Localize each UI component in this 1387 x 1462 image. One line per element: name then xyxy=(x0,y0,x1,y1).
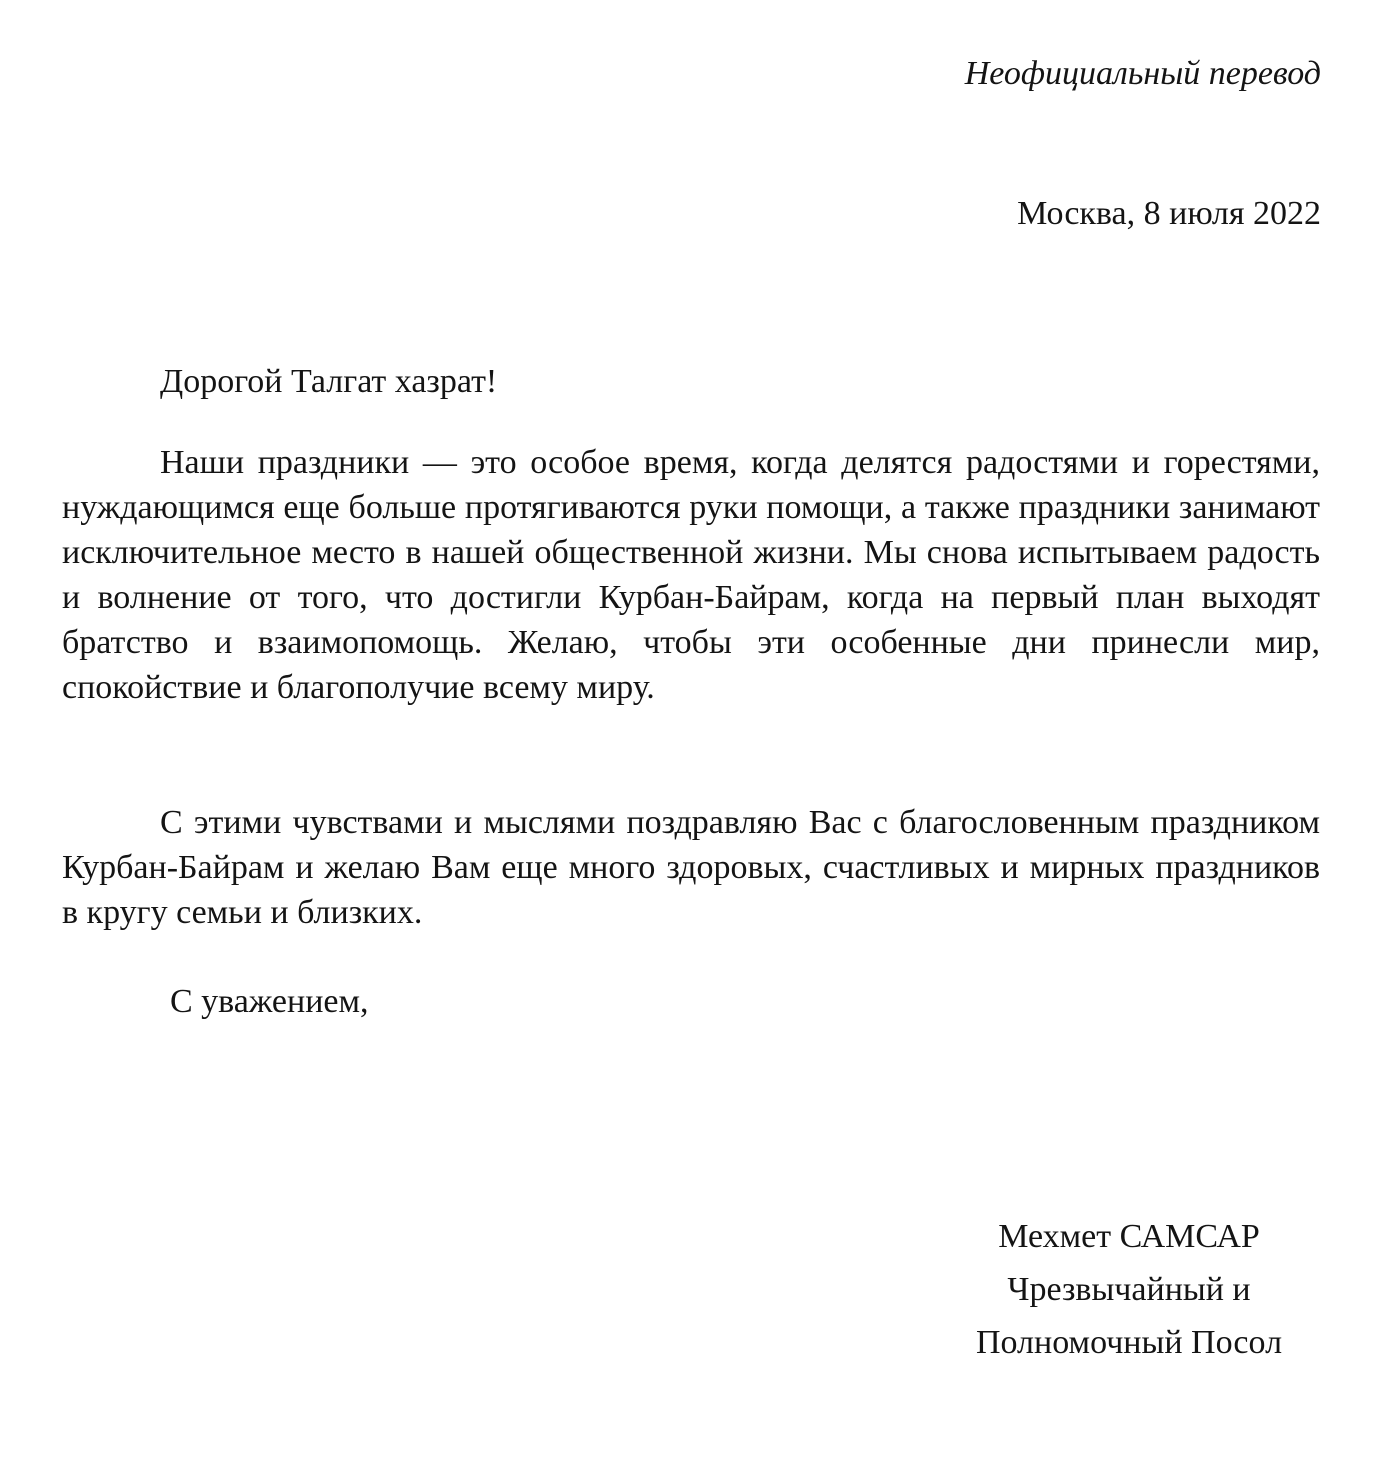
signatory-title-line-2: Полномочный Посол xyxy=(975,1324,1283,1361)
body-paragraph-1: Наши праздники — это особое время, когда делятся радостями и горестями, нуждающимся еще больше протягиваются руки помощи, а также праздники занимают исключительное место в нашей общественной жизни. Мы снова испытываем радость и волнение от того, что достигли Курбан-Байрам, когда на первый план выходят братство и взаимопомощь. Желаю, чтобы эти особенные дни принесли мир, спокойствие и благополучие всему миру. xyxy=(62,444,1320,706)
place-and-date: Москва, 8 июля 2022 xyxy=(1017,195,1321,232)
signature-block xyxy=(946,1210,1312,1369)
unofficial-translation-note: Неофициальный перевод xyxy=(964,55,1321,92)
signatory-title-line-1: Чрезвычайный и xyxy=(1007,1271,1251,1308)
body-paragraph-2: С этими чувствами и мыслями поздравляю Вас с благословенным праздником Курбан-Байрам и желаю Вам еще много здоровых, счастливых и мирных праздников в кругу семьи и близких. xyxy=(62,804,1320,931)
signatory-name: Мехмет САМСАР xyxy=(998,1218,1260,1255)
greeting: Дорогой Талгат хазрат! xyxy=(160,363,498,400)
closing-phrase: С уважением, xyxy=(170,983,369,1020)
